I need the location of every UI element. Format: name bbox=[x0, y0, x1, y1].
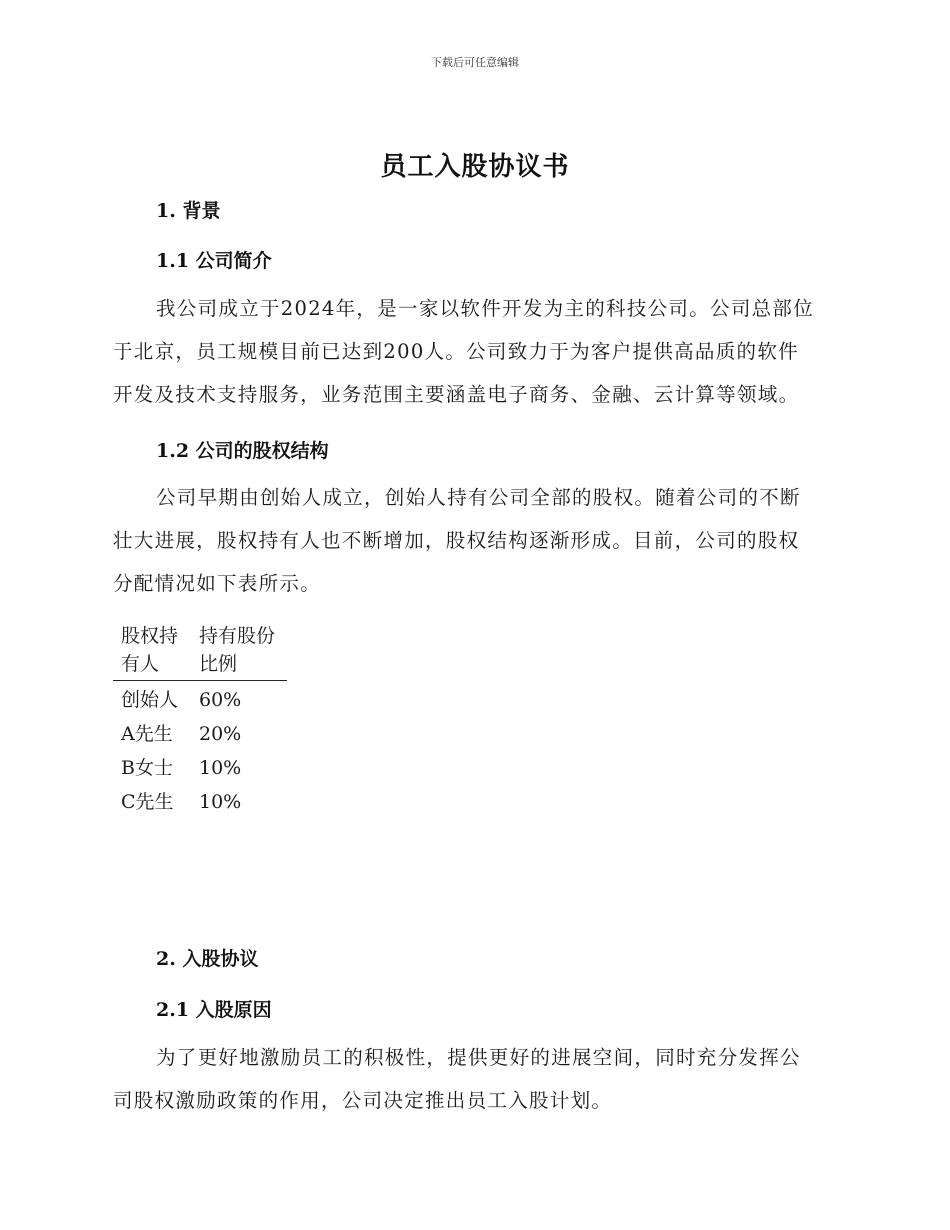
paragraph-line: 壮大进展，股权持有人也不断增加，股权结构逐渐形成。目前，公司的股权 bbox=[113, 529, 800, 552]
equity-table-header-row bbox=[113, 620, 287, 681]
section-heading-share-reason: 2.1 入股原因 bbox=[156, 999, 272, 1021]
equity-share-cell: 20% bbox=[199, 723, 242, 745]
paragraph-line: 开发及技术支持服务，业务范围主要涵盖电子商务、金融、云计算等领域。 bbox=[113, 383, 800, 406]
paragraph-line: 公司早期由创始人成立，创始人持有公司全部的股权。随着公司的不断 bbox=[156, 486, 801, 509]
equity-table bbox=[113, 620, 287, 817]
paragraph-share-reason bbox=[113, 1036, 833, 1122]
equity-share-cell: 10% bbox=[199, 791, 242, 813]
section-heading-equity-structure: 1.2 公司的股权结构 bbox=[156, 440, 329, 462]
equity-share-cell: 10% bbox=[199, 757, 242, 779]
document-title: 员工入股协议书 bbox=[380, 152, 570, 182]
equity-share-cell: 60% bbox=[199, 689, 242, 711]
paragraph-equity-structure bbox=[113, 476, 833, 605]
equity-table-header-share: 持有股份比例 bbox=[199, 625, 276, 675]
section-heading-share-agreement: 2. 入股协议 bbox=[156, 948, 259, 970]
equity-holder-cell: C先生 bbox=[121, 791, 174, 813]
table-row bbox=[113, 681, 287, 716]
equity-table-header-holder: 股权持有人 bbox=[121, 625, 179, 675]
equity-holder-cell: B女士 bbox=[121, 757, 173, 779]
paragraph-line: 司股权激励政策的作用，公司决定推出员工入股计划。 bbox=[113, 1089, 613, 1112]
paragraph-line: 我公司成立于2024年，是一家以软件开发为主的科技公司。公司总部位 bbox=[156, 297, 815, 320]
paragraph-line: 分配情况如下表所示。 bbox=[113, 572, 322, 595]
equity-holder-cell: 创始人 bbox=[121, 689, 179, 711]
table-row bbox=[113, 783, 287, 817]
equity-holder-cell: A先生 bbox=[121, 723, 173, 745]
table-row bbox=[113, 749, 287, 783]
paragraph-company-profile bbox=[113, 287, 833, 416]
paragraph-line: 于北京，员工规模目前已达到200人。公司致力于为客户提供高品质的软件 bbox=[113, 340, 799, 363]
table-row bbox=[113, 715, 287, 749]
page-header-note: 下载后可任意编辑 bbox=[431, 56, 519, 69]
paragraph-line: 为了更好地激励员工的积极性，提供更好的进展空间，同时充分发挥公 bbox=[156, 1046, 801, 1069]
section-heading-background: 1. 背景 bbox=[156, 200, 221, 222]
section-heading-company-profile: 1.1 公司简介 bbox=[156, 250, 272, 272]
